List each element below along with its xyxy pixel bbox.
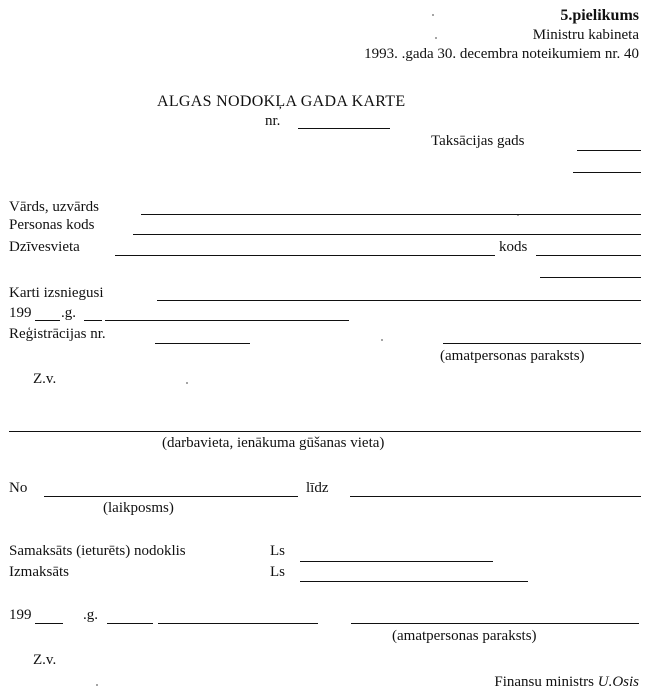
paid-out-label: Izmaksāts	[9, 564, 69, 580]
period-from-line[interactable]	[44, 496, 298, 497]
footer-date-day-line[interactable]	[107, 623, 153, 624]
issue-date-day-line[interactable]	[84, 320, 102, 321]
personal-code-line[interactable]	[133, 234, 641, 235]
paid-tax-amount-line[interactable]	[300, 561, 493, 562]
period-from-label: No	[9, 480, 28, 496]
scan-speck	[435, 37, 437, 39]
header-line-cabinet: Ministru kabineta	[532, 27, 639, 43]
registration-line[interactable]	[155, 343, 250, 344]
period-to-label: līdz	[306, 480, 329, 496]
workplace-line[interactable]	[9, 431, 641, 432]
issue-date-suffix: .g.	[61, 305, 76, 321]
scan-speck	[96, 684, 98, 686]
signature-line[interactable]	[443, 343, 641, 344]
issued-by-label: Karti izsniegusi	[9, 285, 104, 301]
name-line[interactable]	[141, 214, 641, 215]
code-extra-line[interactable]	[540, 277, 641, 278]
paid-out-currency: Ls	[270, 564, 285, 580]
scan-speck	[381, 339, 383, 341]
period-caption: (laikposms)	[103, 500, 174, 516]
tax-year-line[interactable]	[577, 150, 641, 151]
signature-caption: (amatpersonas paraksts)	[440, 348, 585, 364]
issue-date-line[interactable]	[105, 320, 349, 321]
seal-label: Z.v.	[33, 371, 57, 387]
page-title: ALGAS NODOKĻA GADA KARTE	[157, 93, 406, 110]
tax-year-label: Taksācijas gads	[431, 133, 525, 149]
issued-by-line[interactable]	[157, 300, 641, 301]
registration-label: Reģistrācijas nr.	[9, 326, 106, 342]
footer-date-year-prefix: 199	[9, 607, 32, 623]
footer-date-year-line[interactable]	[35, 623, 63, 624]
footer-signature-line[interactable]	[351, 623, 639, 624]
paid-out-amount-line[interactable]	[300, 581, 528, 582]
paid-tax-currency: Ls	[270, 543, 285, 559]
workplace-caption: (darbavieta, ienākuma gūšanas vieta)	[162, 435, 385, 451]
card-number-label: nr.	[265, 113, 281, 129]
residence-label: Dzīvesvieta	[9, 239, 80, 255]
appendix-label: 5.pielikums	[560, 7, 639, 24]
footer-seal-label: Z.v.	[33, 652, 57, 668]
minister-name: U.Osis	[597, 674, 639, 690]
paid-tax-label: Samaksāts (ieturēts) nodoklis	[9, 543, 186, 559]
footer-date-line[interactable]	[158, 623, 318, 624]
personal-code-label: Personas kods	[9, 217, 95, 233]
footer-signature-caption: (amatpersonas paraksts)	[392, 628, 537, 644]
scan-speck	[432, 14, 434, 16]
issue-date-year-prefix: 199	[9, 305, 32, 321]
footer-date-suffix: .g.	[83, 607, 98, 623]
name-label: Vārds, uzvārds	[9, 199, 99, 215]
scan-speck	[186, 382, 188, 384]
period-to-line[interactable]	[350, 496, 641, 497]
code-label: kods	[499, 239, 528, 255]
minister-title: Finansu ministrs	[494, 674, 594, 690]
issue-date-year-line[interactable]	[35, 320, 60, 321]
residence-line[interactable]	[115, 255, 495, 256]
card-number-line[interactable]	[298, 128, 390, 129]
header-line-regulation: 1993. .gada 30. decembra noteikumiem nr. 40	[364, 46, 639, 62]
code-line[interactable]	[536, 255, 641, 256]
tax-year-extra-line[interactable]	[573, 172, 641, 173]
minister-signature-block	[494, 675, 639, 690]
